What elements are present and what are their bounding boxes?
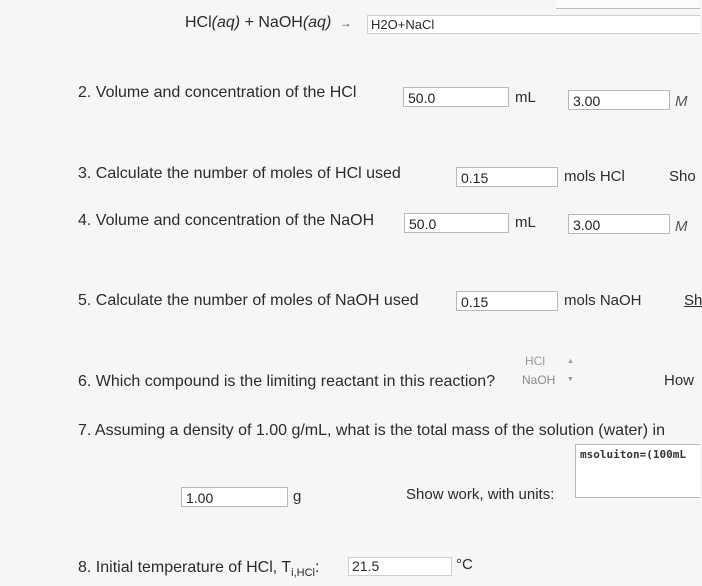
q3-label: 3. Calculate the number of moles of HCl used bbox=[78, 165, 401, 182]
q4-volume-input[interactable]: 50.0 bbox=[404, 213, 509, 233]
q8-label-subscript: i,HCl bbox=[291, 567, 315, 580]
reaction-arrow-icon: → bbox=[339, 16, 352, 30]
q6-option-hcl[interactable]: HCl bbox=[525, 354, 545, 368]
q8-temperature-input[interactable]: 21.5 bbox=[348, 557, 452, 576]
q7-mass-input[interactable]: 1.00 bbox=[181, 487, 288, 507]
reactant1-state: (aq) bbox=[211, 14, 241, 31]
scroll-down-icon[interactable]: ▼ bbox=[567, 376, 574, 383]
q8-temperature-unit: °C bbox=[456, 556, 473, 573]
q6-how-label: How bbox=[664, 372, 695, 389]
q3-show-work-label: Sho bbox=[669, 168, 696, 185]
equation-text bbox=[185, 14, 352, 32]
q3-moles-input[interactable]: 0.15 bbox=[456, 167, 558, 187]
q7-work-textarea[interactable]: msoluiton=(100mL bbox=[575, 444, 700, 498]
q8-label-colon: : bbox=[314, 559, 320, 576]
reactant2-state: (aq) bbox=[302, 14, 332, 31]
plus-sign: + bbox=[240, 14, 259, 31]
q7-label: 7. Assuming a density of 1.00 g/mL, what is the total mass of the solution (water) in bbox=[78, 422, 665, 439]
q2-volume-unit: mL bbox=[515, 89, 536, 106]
q7-mass-unit: g bbox=[293, 488, 302, 505]
q3-unit: mols HCl bbox=[564, 168, 625, 185]
top-scroll-edge bbox=[556, 0, 700, 9]
q6-label: 6. Which compound is the limiting reactant in this reaction? bbox=[78, 373, 496, 390]
q6-option-naoh[interactable]: NaOH bbox=[522, 373, 556, 387]
q5-moles-input[interactable]: 0.15 bbox=[456, 291, 558, 311]
q4-concentration-unit: M bbox=[675, 218, 688, 235]
q6-limiting-reactant-select[interactable] bbox=[519, 354, 581, 390]
reactant2: NaOH bbox=[258, 14, 303, 31]
q4-concentration-input[interactable]: 3.00 bbox=[568, 214, 670, 234]
q4-volume-unit: mL bbox=[515, 214, 536, 231]
q2-volume-input[interactable]: 50.0 bbox=[403, 87, 509, 107]
q2-label: 2. Volume and concentration of the HCl bbox=[78, 84, 357, 101]
q2-concentration-unit: M bbox=[675, 93, 688, 110]
q8-label bbox=[78, 559, 319, 579]
q7-work-label: Show work, with units: bbox=[406, 486, 555, 503]
q5-show-work-label: Sh bbox=[684, 292, 702, 309]
q2-concentration-input[interactable]: 3.00 bbox=[568, 90, 670, 110]
q5-unit: mols NaOH bbox=[564, 292, 642, 309]
q5-label: 5. Calculate the number of moles of NaOH used bbox=[78, 292, 419, 309]
reactant1: HCl bbox=[185, 14, 212, 31]
scroll-up-icon[interactable]: ▲ bbox=[567, 358, 574, 365]
q4-label: 4. Volume and concentration of the NaOH bbox=[78, 212, 375, 229]
q8-label-main: 8. Initial temperature of HCl, T bbox=[78, 559, 292, 576]
products-input[interactable]: H2O+NaCl bbox=[367, 15, 700, 34]
